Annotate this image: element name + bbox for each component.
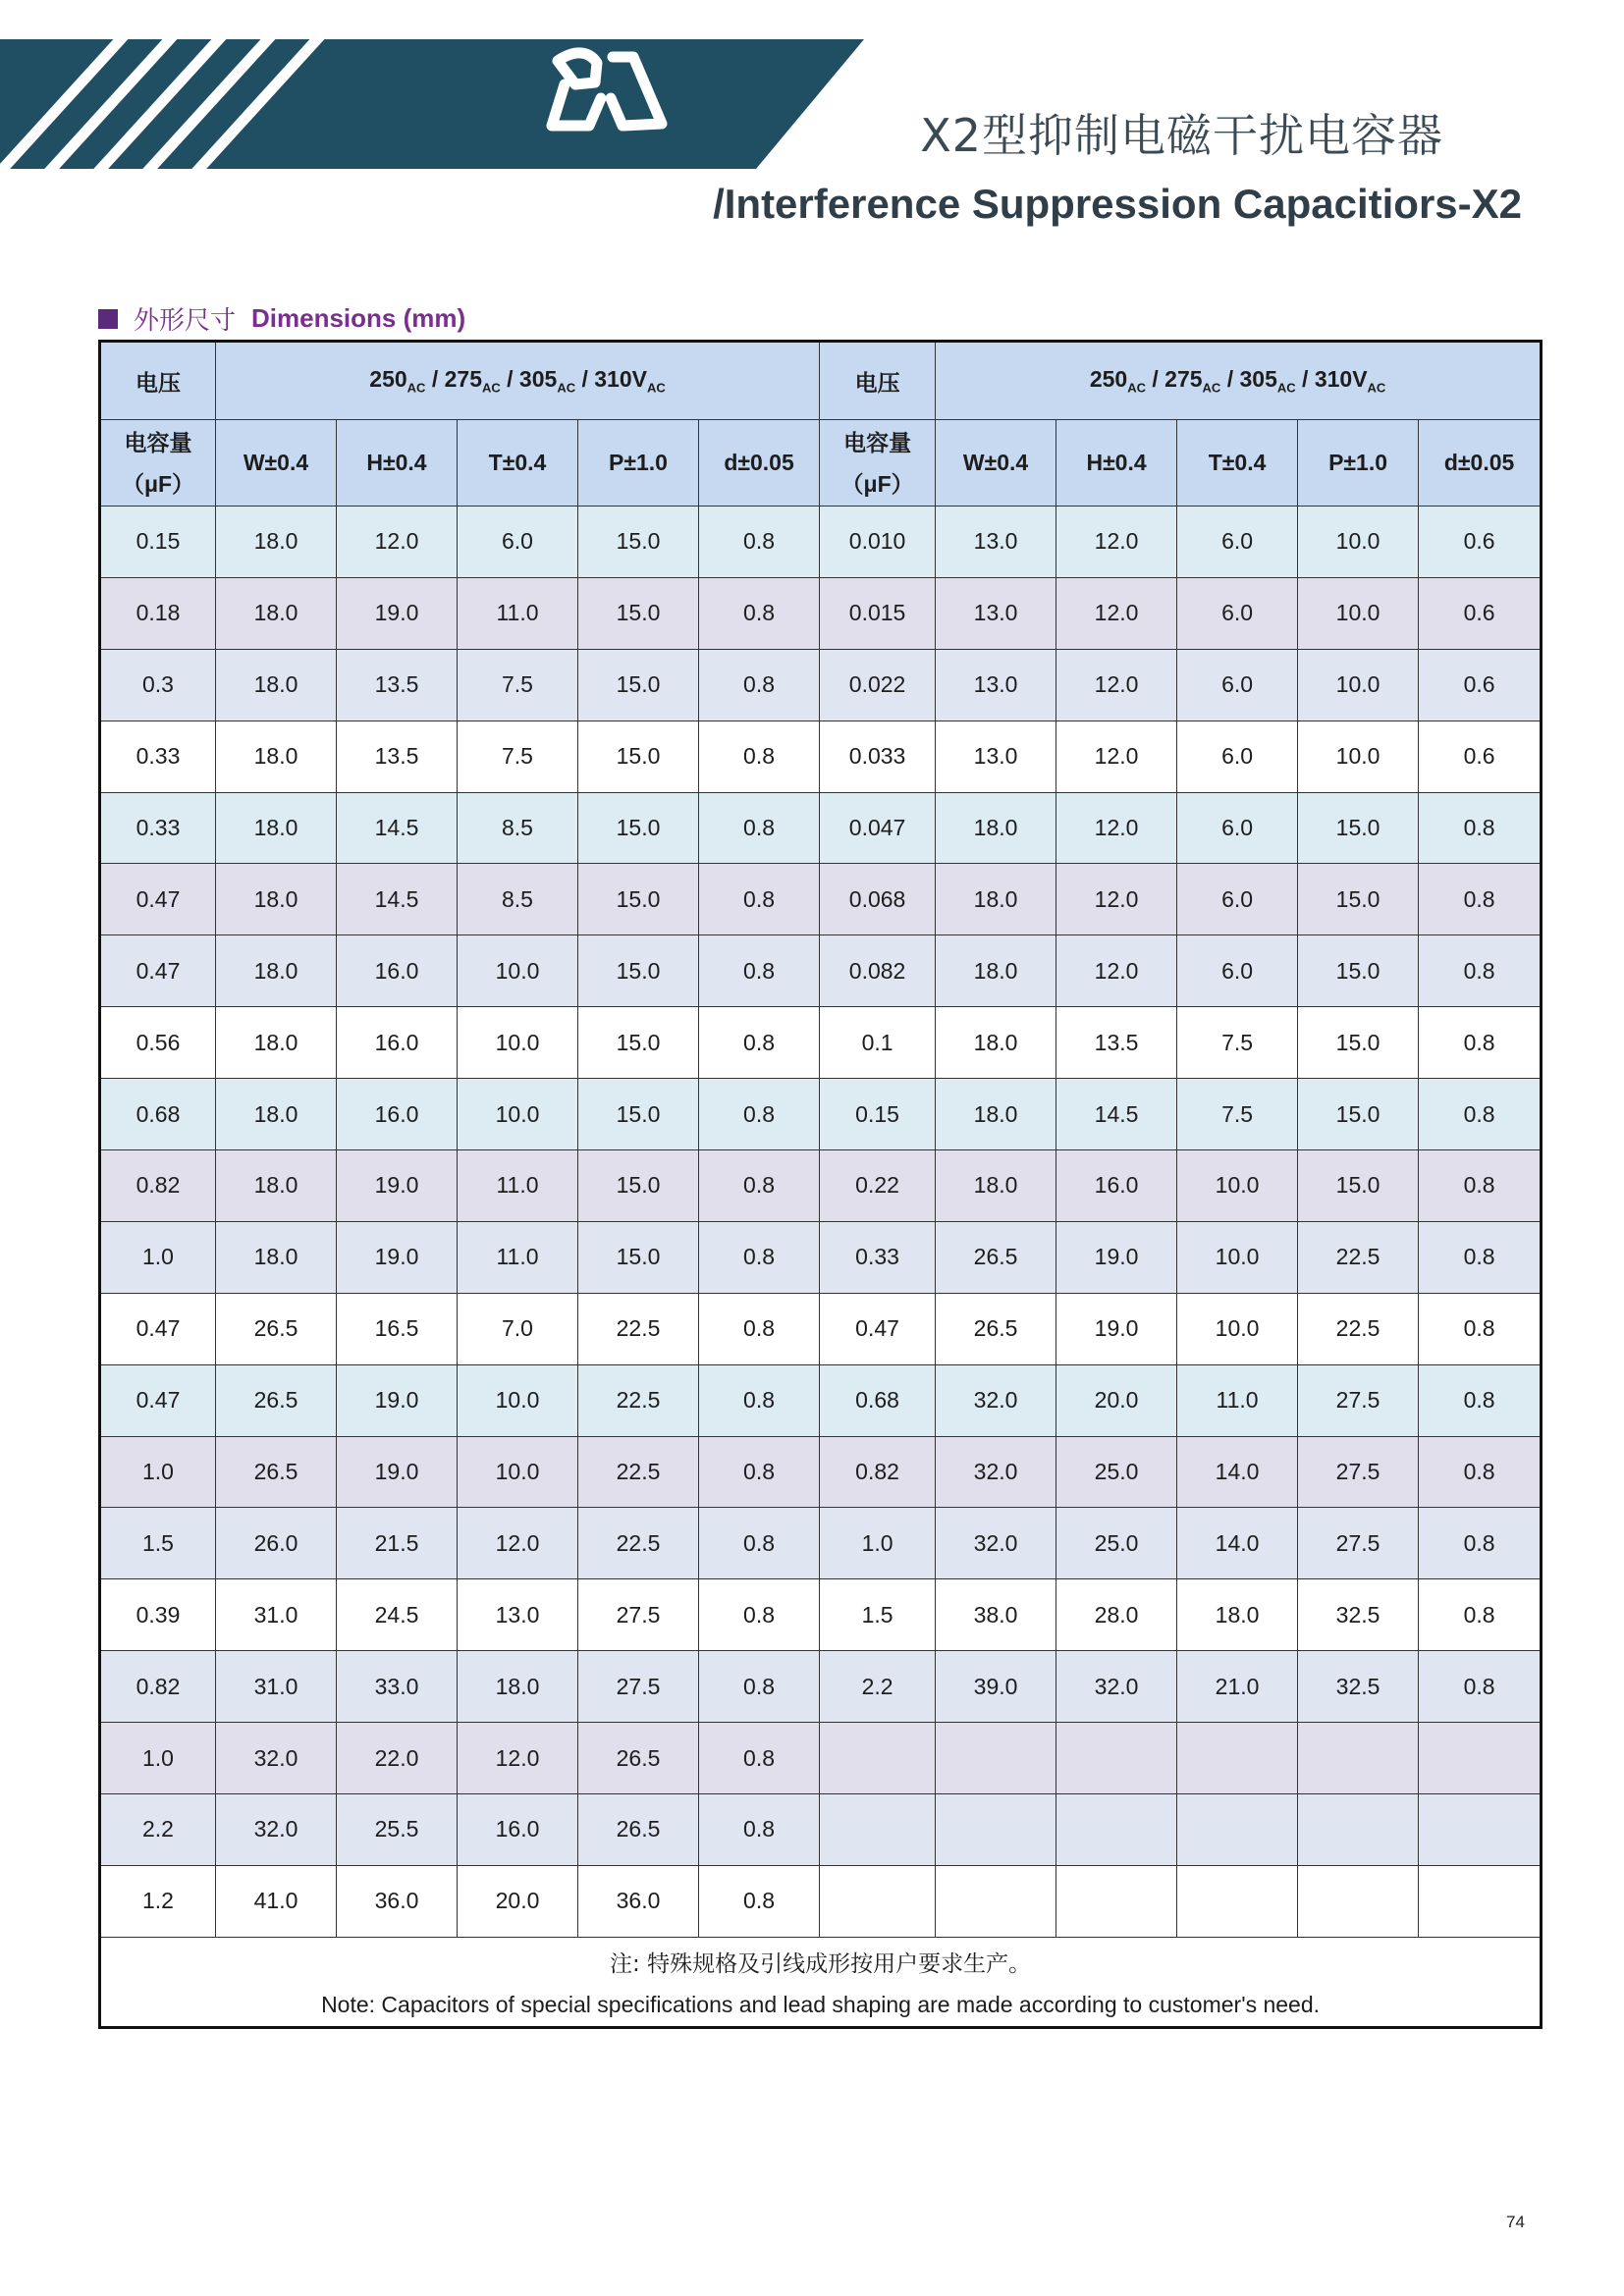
dimension-cell [1056,1865,1177,1937]
dimension-cell [1056,1723,1177,1794]
table-row [100,1293,1542,1364]
dimension-cell: 0.8 [699,935,820,1007]
dimension-cell: 16.0 [337,935,458,1007]
dimension-cell: 18.0 [936,1079,1056,1150]
dimension-cell: 6.0 [1177,864,1298,935]
dimension-cell: 0.8 [699,1293,820,1364]
dimension-cell: 26.5 [216,1364,337,1436]
table-row [100,1079,1542,1150]
dimension-cell: 22.5 [578,1364,699,1436]
note-row [100,1937,1542,2027]
dimension-cell: 38.0 [936,1579,1056,1651]
dimension-cell: 18.0 [216,1007,337,1079]
dimension-cell: 15.0 [578,935,699,1007]
column-header-p: P±1.0 [578,420,699,507]
dimension-cell: 0.8 [699,1579,820,1651]
dimension-cell [1419,1794,1542,1866]
capacitance-cell: 1.0 [100,1436,216,1508]
table-row [100,1794,1542,1866]
dimension-cell: 13.0 [936,507,1056,578]
dimension-cell: 18.0 [936,1150,1056,1222]
capacitance-cell: 0.082 [820,935,936,1007]
dimension-cell [1419,1865,1542,1937]
dimension-cell: 20.0 [458,1865,578,1937]
dimension-cell: 18.0 [216,1221,337,1293]
dimension-cell: 13.0 [936,577,1056,649]
capacitance-cell: 0.68 [100,1079,216,1150]
capacitance-cell: 0.068 [820,864,936,935]
dimension-cell [1177,1794,1298,1866]
dimension-cell: 32.0 [216,1794,337,1866]
dimension-cell: 8.5 [458,864,578,935]
dimension-cell: 32.0 [936,1508,1056,1579]
dimension-cell: 18.0 [216,721,337,792]
dimension-cell: 41.0 [216,1865,337,1937]
capacitance-label-right [820,420,936,507]
dimension-cell: 16.0 [337,1007,458,1079]
column-header-h: H±0.4 [1056,420,1177,507]
dimension-cell: 19.0 [337,1221,458,1293]
voltage-values-text: $250_{AC} / 275_{AC} / 305_{AC} / 310V_{AC}$ [369,366,666,396]
dimension-cell: 26.0 [216,1508,337,1579]
capacitance-cell: 0.015 [820,577,936,649]
table-row [100,1651,1542,1723]
dimension-cell: 18.0 [1177,1579,1298,1651]
dimension-cell: 0.6 [1419,507,1542,578]
dimension-cell: 15.0 [578,649,699,721]
capacitance-cell: 0.33 [100,792,216,864]
capacitance-cell: 1.5 [820,1579,936,1651]
dimension-cell: 39.0 [936,1651,1056,1723]
dimension-cell: 25.5 [337,1794,458,1866]
dimension-cell: 10.0 [1298,649,1419,721]
capacitance-label-line1: 电容量 [124,429,192,455]
dimension-cell: 26.5 [216,1436,337,1508]
table-row [100,864,1542,935]
capacitance-cell [820,1723,936,1794]
dimension-cell: 15.0 [578,507,699,578]
dimension-cell: 12.0 [1056,792,1177,864]
dimensions-table [98,340,1543,2029]
dimension-cell: 19.0 [337,1364,458,1436]
dimension-cell: 8.5 [458,792,578,864]
dimension-cell: 31.0 [216,1651,337,1723]
dimension-cell: 18.0 [216,649,337,721]
dimension-cell: 15.0 [1298,935,1419,1007]
capacitance-cell: 0.82 [100,1651,216,1723]
dimension-cell: 0.8 [699,792,820,864]
dimension-cell: 13.5 [1056,1007,1177,1079]
section-title-chinese: 外形尺寸 [134,306,237,336]
dimension-cell: 21.5 [337,1508,458,1579]
dimension-cell: 22.5 [578,1508,699,1579]
dimension-cell: 12.0 [458,1723,578,1794]
dimension-cell: 0.6 [1419,721,1542,792]
dimension-cell: 18.0 [936,1007,1056,1079]
capacitance-cell: 1.0 [100,1723,216,1794]
dimension-cell: 6.0 [1177,577,1298,649]
capacitance-label-line2: （μF） [840,470,914,497]
dimension-cell: 14.5 [337,792,458,864]
dimension-cell: 6.0 [458,507,578,578]
table-row [100,577,1542,649]
dimension-cell [1056,1794,1177,1866]
capacitance-cell: 1.0 [100,1221,216,1293]
dimension-cell: 36.0 [337,1865,458,1937]
dimension-cell: 10.0 [1298,721,1419,792]
dimension-cell: 25.0 [1056,1508,1177,1579]
dimension-cell: 31.0 [216,1579,337,1651]
dimension-cell: 18.0 [216,1079,337,1150]
page-number: 74 [1506,2213,1525,2231]
dimension-cell: 22.5 [1298,1293,1419,1364]
column-header-h: H±0.4 [337,420,458,507]
capacitance-cell: 1.0 [820,1508,936,1579]
table-row [100,935,1542,1007]
voltage-values-text: $250_{AC} / 275_{AC} / 305_{AC} / 310V_{AC}$ [1089,366,1386,396]
dimension-cell: 18.0 [216,507,337,578]
capacitance-label-line1: 电容量 [843,429,912,455]
dimension-cell: 18.0 [458,1651,578,1723]
dimension-cell: 10.0 [1298,577,1419,649]
section-heading [98,300,465,337]
dimension-cell: 18.0 [216,577,337,649]
dimension-cell [1298,1794,1419,1866]
dimension-cell: 18.0 [936,935,1056,1007]
dimension-cell: 14.0 [1177,1436,1298,1508]
dimension-cell [1177,1723,1298,1794]
dimension-cell: 0.8 [1419,1007,1542,1079]
dimension-cell: 15.0 [1298,792,1419,864]
dimension-cell: 22.5 [578,1436,699,1508]
dimension-cell: 32.0 [936,1436,1056,1508]
dimension-cell [1419,1723,1542,1794]
dimension-cell: 15.0 [578,792,699,864]
dimension-cell: 12.0 [1056,864,1177,935]
page-title-english: /Interference Suppression Capacitiors-X2 [713,181,1522,227]
capacitance-cell: 0.33 [100,721,216,792]
bullet-square-icon [98,309,118,329]
dimension-cell [1177,1865,1298,1937]
dimension-cell: 27.5 [578,1651,699,1723]
dimension-cell: 11.0 [458,577,578,649]
column-header-d: d±0.05 [699,420,820,507]
capacitance-cell: 0.1 [820,1007,936,1079]
dimension-cell: 10.0 [1177,1150,1298,1222]
dimension-cell: 0.8 [699,864,820,935]
dimension-cell: 0.8 [699,1150,820,1222]
capacitance-cell: 2.2 [820,1651,936,1723]
capacitance-cell: 0.82 [820,1436,936,1508]
dimension-cell: 10.0 [458,1436,578,1508]
dimension-cell: 12.0 [1056,935,1177,1007]
dimension-cell: 13.0 [458,1579,578,1651]
dimension-cell: 7.0 [458,1293,578,1364]
dimension-cell: 0.8 [1419,1293,1542,1364]
dimension-cell: 15.0 [578,1221,699,1293]
dimension-cell: 0.8 [699,1364,820,1436]
dimension-cell: 14.5 [337,864,458,935]
note-english: Note: Capacitors of special specifications and lead shaping are made according to customer's need. [321,1991,1321,2017]
dimension-cell: 0.8 [699,1651,820,1723]
dimension-cell: 10.0 [458,1079,578,1150]
capacitance-cell: 1.5 [100,1508,216,1579]
dimension-cell: 6.0 [1177,935,1298,1007]
dimension-cell: 26.5 [936,1221,1056,1293]
dimension-cell: 11.0 [1177,1364,1298,1436]
dimension-cell: 6.0 [1177,649,1298,721]
dimension-cell: 0.8 [699,577,820,649]
dimension-cell: 26.5 [216,1293,337,1364]
dimension-cell: 0.8 [699,1436,820,1508]
dimension-cell: 16.0 [1056,1150,1177,1222]
dimension-cell: 0.6 [1419,649,1542,721]
dimension-cell: 14.5 [1056,1079,1177,1150]
dimension-cell: 27.5 [578,1579,699,1651]
dimension-cell: 14.0 [1177,1508,1298,1579]
dimension-cell: 12.0 [1056,507,1177,578]
dimension-cell: 26.5 [936,1293,1056,1364]
dimension-cell: 27.5 [1298,1436,1419,1508]
dimension-cell: 6.0 [1177,507,1298,578]
dimension-cell: 16.0 [458,1794,578,1866]
dimension-cell: 11.0 [458,1221,578,1293]
dimension-cell: 15.0 [578,577,699,649]
dimension-cell: 12.0 [337,507,458,578]
note-chinese: 注: 特殊规格及引线成形按用户要求生产。 [610,1950,1032,1977]
dimension-cell: 22.0 [337,1723,458,1794]
capacitance-label-left [100,420,216,507]
dimension-cell: 7.5 [458,649,578,721]
dimension-cell: 13.5 [337,649,458,721]
capacitance-cell: 0.47 [100,1293,216,1364]
table-header-voltage-row [100,342,1542,420]
dimension-cell [936,1794,1056,1866]
dimension-cell: 7.5 [458,721,578,792]
dimension-cell: 32.5 [1298,1579,1419,1651]
table-row [100,1364,1542,1436]
capacitance-cell: 0.47 [820,1293,936,1364]
capacitance-cell: 0.3 [100,649,216,721]
capacitance-cell: 0.82 [100,1150,216,1222]
capacitance-cell: 0.22 [820,1150,936,1222]
column-header-d: d±0.05 [1419,420,1542,507]
dimension-cell: 0.8 [1419,792,1542,864]
dimension-cell: 19.0 [337,1436,458,1508]
dimension-cell: 16.0 [337,1079,458,1150]
table-row [100,507,1542,578]
dimension-cell: 0.8 [699,1221,820,1293]
page-title-chinese: X2型抑制电磁干扰电容器 [920,109,1443,162]
dimension-cell: 15.0 [578,721,699,792]
column-header-t: T±0.4 [1177,420,1298,507]
dimension-cell: 0.8 [699,721,820,792]
capacitance-cell: 0.15 [820,1079,936,1150]
dimension-cell: 15.0 [1298,1150,1419,1222]
dimension-cell: 26.5 [578,1794,699,1866]
dimension-cell [936,1723,1056,1794]
capacitance-label-line2: （μF） [121,470,195,497]
dimension-cell: 7.5 [1177,1007,1298,1079]
dimension-cell: 0.8 [699,507,820,578]
voltage-label-right: 电压 [820,342,936,420]
dimension-cell: 10.0 [458,935,578,1007]
dimension-cell: 12.0 [1056,721,1177,792]
dimension-cell: 12.0 [458,1508,578,1579]
dimension-cell: 24.5 [337,1579,458,1651]
dimension-cell: 7.5 [1177,1079,1298,1150]
dimension-cell: 0.8 [1419,1579,1542,1651]
dimension-cell: 0.8 [699,1508,820,1579]
dimension-cell: 28.0 [1056,1579,1177,1651]
table-body [100,507,1542,1938]
dimension-cell: 33.0 [337,1651,458,1723]
capacitance-cell [820,1794,936,1866]
dimension-cell: 15.0 [578,1079,699,1150]
table-row [100,649,1542,721]
dimension-cell: 18.0 [936,792,1056,864]
dimension-cell: 22.5 [578,1293,699,1364]
capacitance-cell: 2.2 [100,1794,216,1866]
capacitance-cell: 0.47 [100,864,216,935]
dimension-cell: 18.0 [216,1150,337,1222]
dimension-cell: 32.0 [936,1364,1056,1436]
dimension-cell: 18.0 [216,864,337,935]
dimension-cell: 12.0 [1056,649,1177,721]
voltage-values-right [936,342,1542,420]
dimension-cell: 15.0 [1298,1079,1419,1150]
capacitance-cell: 0.56 [100,1007,216,1079]
column-header-w: W±0.4 [216,420,337,507]
dimension-cell: 0.8 [699,1007,820,1079]
dimension-cell: 21.0 [1177,1651,1298,1723]
dimension-cell: 18.0 [216,792,337,864]
capacitance-cell: 1.2 [100,1865,216,1937]
dimension-cell: 27.5 [1298,1508,1419,1579]
note-cell [100,1937,1542,2027]
table-row [100,1150,1542,1222]
dimension-cell: 0.8 [1419,1150,1542,1222]
dimension-cell: 10.0 [1177,1293,1298,1364]
dimension-cell: 13.5 [337,721,458,792]
dimension-cell: 26.5 [578,1723,699,1794]
voltage-label-left: 电压 [100,342,216,420]
dimension-cell: 10.0 [458,1364,578,1436]
table-header-columns-row [100,420,1542,507]
capacitance-cell: 0.47 [100,935,216,1007]
dimension-cell: 19.0 [337,1150,458,1222]
column-header-w: W±0.4 [936,420,1056,507]
dimension-cell: 12.0 [1056,577,1177,649]
table-row [100,1865,1542,1937]
dimension-cell: 36.0 [578,1865,699,1937]
capacitance-cell: 0.68 [820,1364,936,1436]
dimension-cell: 0.6 [1419,577,1542,649]
dimension-cell: 0.8 [699,1865,820,1937]
dimension-cell: 20.0 [1056,1364,1177,1436]
dimension-cell: 27.5 [1298,1364,1419,1436]
dimension-cell: 0.8 [1419,1364,1542,1436]
dimension-cell [1298,1723,1419,1794]
dimension-cell: 0.8 [1419,1651,1542,1723]
dimension-cell: 15.0 [578,864,699,935]
dimension-cell: 15.0 [1298,1007,1419,1079]
dimension-cell: 10.0 [1177,1221,1298,1293]
dimension-cell: 0.8 [1419,1221,1542,1293]
table-row [100,1579,1542,1651]
dimension-cell: 0.8 [1419,1079,1542,1150]
table-row [100,1723,1542,1794]
table-row [100,1221,1542,1293]
table-row [100,1508,1542,1579]
dimension-cell: 0.8 [1419,1436,1542,1508]
dimension-cell: 10.0 [458,1007,578,1079]
dimension-cell [1298,1865,1419,1937]
dimension-cell: 32.0 [1056,1651,1177,1723]
dimension-cell: 32.5 [1298,1651,1419,1723]
dimension-cell: 0.8 [1419,1508,1542,1579]
table-row [100,1007,1542,1079]
dimension-cell: 6.0 [1177,792,1298,864]
table-row [100,792,1542,864]
capacitance-cell: 0.39 [100,1579,216,1651]
voltage-values-left [216,342,820,420]
dimension-cell: 32.0 [216,1723,337,1794]
dimension-cell: 25.0 [1056,1436,1177,1508]
dimension-cell: 19.0 [1056,1293,1177,1364]
capacitance-cell [820,1865,936,1937]
dimension-cell: 22.5 [1298,1221,1419,1293]
dimension-cell: 0.8 [699,649,820,721]
dimension-cell: 13.0 [936,721,1056,792]
capacitance-cell: 0.033 [820,721,936,792]
capacitance-cell: 0.47 [100,1364,216,1436]
dimension-cell: 13.0 [936,649,1056,721]
dimension-cell: 0.8 [699,1723,820,1794]
capacitance-cell: 0.15 [100,507,216,578]
dimension-cell: 19.0 [337,577,458,649]
capacitance-cell: 0.010 [820,507,936,578]
dimension-cell: 15.0 [578,1007,699,1079]
dimension-cell: 18.0 [216,935,337,1007]
dimension-cell [936,1865,1056,1937]
section-title-english: Dimensions (mm) [251,303,466,333]
column-header-p: P±1.0 [1298,420,1419,507]
dimension-cell: 10.0 [1298,507,1419,578]
dimension-cell: 6.0 [1177,721,1298,792]
dimension-cell: 0.8 [1419,864,1542,935]
header-banner [0,0,884,177]
capacitance-cell: 0.047 [820,792,936,864]
capacitance-cell: 0.33 [820,1221,936,1293]
dimension-cell: 0.8 [699,1794,820,1866]
dimension-cell: 15.0 [1298,864,1419,935]
dimension-cell: 15.0 [578,1150,699,1222]
capacitance-cell: 0.18 [100,577,216,649]
table-row [100,721,1542,792]
capacitance-cell: 0.022 [820,649,936,721]
dimension-cell: 19.0 [1056,1221,1177,1293]
column-header-t: T±0.4 [458,420,578,507]
dimension-cell: 0.8 [1419,935,1542,1007]
table-row [100,1436,1542,1508]
dimension-cell: 0.8 [699,1079,820,1150]
dimension-cell: 16.5 [337,1293,458,1364]
dimension-cell: 11.0 [458,1150,578,1222]
dimension-cell: 18.0 [936,864,1056,935]
